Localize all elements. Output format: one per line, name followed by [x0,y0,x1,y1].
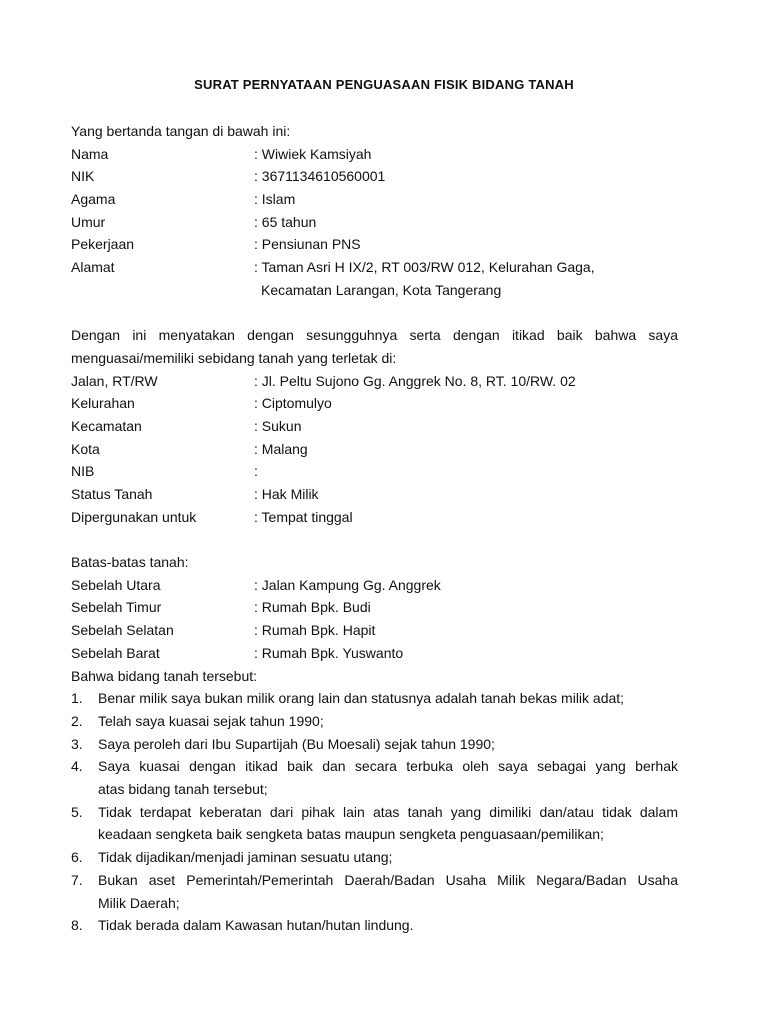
list-item [71,687,678,710]
list-item [71,801,678,846]
field-value: : 65 tahun [254,213,317,230]
field-value: : Ciptomulyo [254,395,332,412]
field-label: Sebelah Barat [71,644,160,661]
field-row-age [71,211,678,234]
list-text: Saya kuasai dengan itikad baik dan secara terbuka oleh saya sebagai yang berhak [98,758,678,775]
list-item [71,755,678,800]
land-row-district [71,415,678,438]
border-row-north [71,574,678,597]
field-row-religion [71,188,678,211]
spacer [71,528,678,551]
list-number: 5. [71,803,83,820]
field-value: : [254,463,258,480]
land-row-village [71,392,678,415]
field-label: NIK [71,168,95,185]
border-row-south [71,619,678,642]
land-row-nib [71,460,678,483]
field-label: Agama [71,191,116,208]
land-row-status [71,483,678,506]
field-label: Sebelah Utara [71,576,161,593]
list-number: 1. [71,690,83,707]
field-row-occupation [71,233,678,256]
list-text: Tidak dijadikan/menjadi jaminan sesuatu utang; [98,849,393,866]
field-value: : Jalan Kampung Gg. Anggrek [254,576,441,593]
field-label: Status Tanah [71,486,153,503]
list-text-continued: keadaan sengketa baik sengketa batas maupun sengketa penguasaan/pemilikan; [98,826,604,843]
field-row-name [71,143,678,166]
land-row-street [71,370,678,393]
list-number: 4. [71,758,83,775]
field-value: : Hak Milik [254,486,319,503]
list-text: Tidak berada dalam Kawasan hutan/hutan lindung. [98,917,414,934]
field-label: Sebelah Selatan [71,622,174,639]
field-value: : Tempat tinggal [254,508,353,525]
statement-line-2: menguasai/memiliki sebidang tanah yang terletak di: [71,349,397,366]
spacer [71,302,678,325]
field-value: : Malang [254,440,308,457]
document-body [71,120,678,937]
field-label: Nama [71,145,109,162]
borders-heading: Batas-batas tanah: [71,554,189,571]
list-number: 8. [71,917,83,934]
field-value: : 3671134610560001 [254,168,386,185]
field-value: : Jl. Peltu Sujono Gg. Anggrek No. 8, RT. 10/RW. 02 [254,372,576,389]
border-row-west [71,642,678,665]
field-value: : Rumah Bpk. Budi [254,599,371,616]
list-heading: Bahwa bidang tanah tersebut: [71,667,258,684]
list-item [71,733,678,756]
list-number: 7. [71,871,83,888]
field-value: : Rumah Bpk. Hapit [254,622,376,639]
intro-text: Yang bertanda tangan di bawah ini: [71,123,291,139]
field-label: Jalan, RT/RW [71,372,158,389]
field-row-nik [71,165,678,188]
field-value: : Rumah Bpk. Yuswanto [254,644,404,661]
list-text: Telah saya kuasai sejak tahun 1990; [98,712,324,729]
field-label: Kota [71,440,100,457]
field-label: Sebelah Timur [71,599,162,616]
border-row-east [71,596,678,619]
list-item [71,846,678,869]
list-number: 3. [71,735,83,752]
field-label: Alamat [71,259,115,276]
statement-line-1: Dengan ini menyatakan dengan sesungguhnya serta dengan itikad baik bahwa saya [71,327,678,344]
field-value: : Islam [254,191,296,208]
field-value: : Pensiunan PNS [254,236,361,253]
field-label: Kecamatan [71,417,142,434]
list-item [71,869,678,914]
field-value: : Taman Asri H IX/2, RT 003/RW 012, Kelurahan Gaga, [254,259,595,276]
list-text: Benar milik saya bukan milik orang lain dan statusnya adalah tanah bekas milik adat; [98,690,625,707]
list-item [71,914,678,937]
field-label: Dipergunakan untuk [71,508,197,525]
list-text: Saya peroleh dari Ibu Supartijah (Bu Moesali) sejak tahun 1990; [98,735,495,752]
field-value: : Sukun [254,417,302,434]
field-label: Umur [71,213,106,230]
field-label: NIB [71,463,95,480]
document-title: SURAT PERNYATAAN PENGUASAAN FISIK BIDANG TANAH [194,77,574,92]
field-label: Pekerjaan [71,236,135,253]
field-row-address [71,256,678,279]
field-label: Kelurahan [71,395,135,412]
land-row-usage [71,506,678,529]
list-item [71,710,678,733]
land-row-city [71,438,678,461]
list-text: Tidak terdapat keberatan dari pihak lain atas tanah yang dimiliki dan/atau tidak dalam [98,803,678,820]
list-text-continued: Milik Daerah; [98,894,180,911]
field-value: : Wiwiek Kamsiyah [254,145,372,162]
list-number: 6. [71,849,83,866]
list-text-continued: atas bidang tanah tersebut; [98,781,268,798]
list-number: 2. [71,712,83,729]
address-continuation: Kecamatan Larangan, Kota Tangerang [261,281,502,298]
list-text: Bukan aset Pemerintah/Pemerintah Daerah/Badan Usaha Milik Negara/Badan Usaha [98,871,678,888]
